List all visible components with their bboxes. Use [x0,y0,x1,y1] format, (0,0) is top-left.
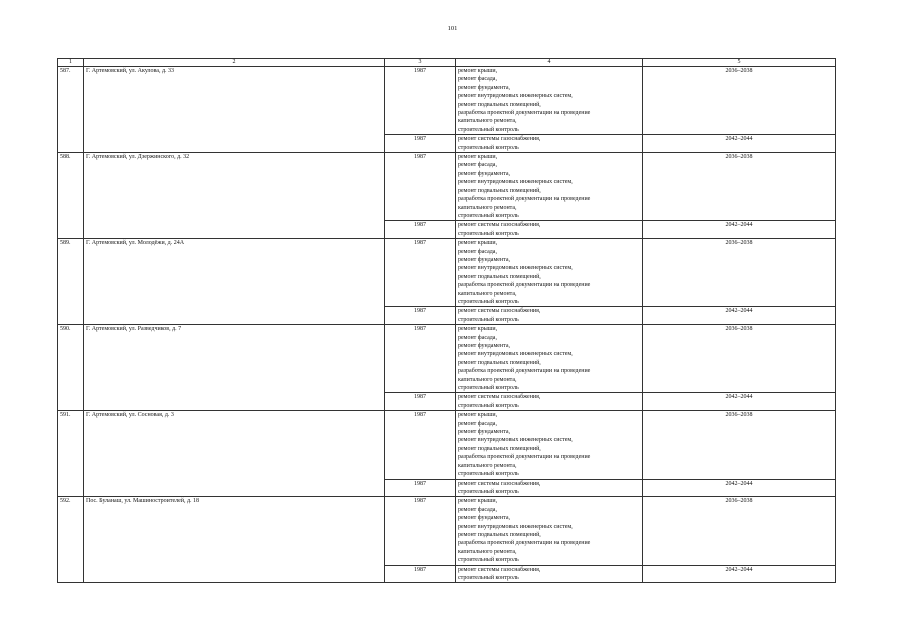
work-item: ремонт фундамента, [458,429,510,436]
work-item: ремонт подвальных помещений, [458,101,541,108]
work-item: строительный контроль [458,574,519,581]
work-item: строительный контроль [458,316,519,323]
work-list [456,325,643,393]
entry-address: Г. Артемовский, ул. Сосновая, д. 3 [84,411,385,497]
build-year: 1987 [385,411,456,479]
work-item: ремонт подвальных помещений, [458,531,541,538]
work-item: ремонт внутридомовых инженерных систем, [458,351,573,358]
work-item: разработка проектной документации на проведение [458,368,591,375]
work-item: разработка проектной документации на проведение [458,540,591,547]
work-list [456,67,643,135]
work-item: ремонт системы газоснабжения, [458,308,541,315]
work-item: капитального ремонта, [458,290,517,297]
table-body [58,67,836,583]
build-year: 1987 [385,135,456,153]
work-item: строительный контроль [458,471,519,478]
column-header-1: 1 [58,59,84,67]
table-row [58,239,836,307]
work-list [456,479,643,497]
work-item: ремонт внутридомовых инженерных систем, [458,93,573,100]
repair-period: 2036–2038 [643,239,836,307]
work-item: разработка проектной документации на проведение [458,282,591,289]
work-item: ремонт фундамента, [458,170,510,177]
work-item: ремонт внутридомовых инженерных систем, [458,523,573,530]
work-item: ремонт внутридомовых инженерных систем, [458,437,573,444]
work-item: ремонт фасада, [458,334,497,341]
work-item: капитального ремонта, [458,376,517,383]
build-year: 1987 [385,497,456,565]
build-year: 1987 [385,239,456,307]
work-item: ремонт фасада, [458,162,497,169]
entry-address: Г. Артемовский, ул. Разведчиков, д. 7 [84,325,385,411]
work-item: капитального ремонта, [458,462,517,469]
repair-period: 2036–2038 [643,411,836,479]
work-list [456,153,643,221]
column-header-3: 3 [385,59,456,67]
table-row [58,325,836,393]
work-item: капитального ремонта, [458,118,517,125]
work-item: ремонт подвальных помещений, [458,359,541,366]
work-item: разработка проектной документации на проведение [458,196,591,203]
work-item: ремонт системы газоснабжения, [458,566,541,573]
work-list [456,393,643,411]
work-item: ремонт системы газоснабжения, [458,394,541,401]
table-row [58,497,836,565]
repair-period: 2042–2044 [643,393,836,411]
work-item: разработка проектной документации на проведение [458,110,591,117]
build-year: 1987 [385,67,456,135]
entry-address: Пос. Буланаш, ул. Машиностроителей, д. 18 [84,497,385,583]
work-item: ремонт крыши, [458,154,498,161]
work-item: ремонт крыши, [458,412,498,419]
work-item: строительный контроль [458,144,519,151]
column-header-2: 2 [84,59,385,67]
work-item: строительный контроль [458,488,519,495]
work-item: строительный контроль [458,385,519,392]
repair-period: 2036–2038 [643,67,836,135]
work-item: ремонт подвальных помещений, [458,273,541,280]
work-list [456,411,643,479]
work-item: ремонт системы газоснабжения, [458,480,541,487]
work-item: строительный контроль [458,402,519,409]
table-row [58,67,836,135]
table-row [58,411,836,479]
entry-number: 591. [58,411,84,497]
repair-period: 2036–2038 [643,153,836,221]
work-item: ремонт внутридомовых инженерных систем, [458,265,573,272]
work-list [456,307,643,325]
work-list [456,565,643,583]
work-item: ремонт крыши, [458,68,498,74]
repair-period: 2036–2038 [643,325,836,393]
work-item: строительный контроль [458,230,519,237]
work-item: ремонт фундамента, [458,256,510,263]
entry-address: Г. Артемовский, ул. Дзержинского, д. 32 [84,153,385,239]
table-row [58,153,836,221]
entry-number: 590. [58,325,84,411]
work-item: ремонт крыши, [458,326,498,333]
work-item: строительный контроль [458,298,519,305]
work-list [456,497,643,565]
work-item: ремонт фасада, [458,420,497,427]
work-item: ремонт фасада, [458,76,497,83]
entry-number: 589. [58,239,84,325]
entry-address: Г. Артемовский, ул. Молодёжи, д. 24А [84,239,385,325]
work-item: капитального ремонта, [458,548,517,555]
build-year: 1987 [385,479,456,497]
build-year: 1987 [385,153,456,221]
entry-number: 592. [58,497,84,583]
column-header-4: 4 [456,59,643,67]
work-item: ремонт внутридомовых инженерных систем, [458,179,573,186]
work-item: строительный контроль [458,126,519,133]
work-item: разработка проектной документации на проведение [458,454,591,461]
work-item: ремонт системы газоснабжения, [458,136,541,143]
repair-period: 2042–2044 [643,307,836,325]
column-number-row [58,59,836,67]
work-item: строительный контроль [458,212,519,219]
entry-number: 588. [58,153,84,239]
work-item: ремонт системы газоснабжения, [458,222,541,229]
work-item: ремонт подвальных помещений, [458,187,541,194]
work-item: ремонт подвальных помещений, [458,445,541,452]
build-year: 1987 [385,221,456,239]
work-item: ремонт фундамента, [458,343,510,349]
repair-period: 2036–2038 [643,497,836,565]
column-header-5: 5 [643,59,836,67]
build-year: 1987 [385,325,456,393]
work-item: ремонт фасада, [458,506,497,513]
repair-period: 2042–2044 [643,221,836,239]
build-year: 1987 [385,393,456,411]
build-year: 1987 [385,565,456,583]
work-list [456,135,643,153]
repair-schedule-table [57,58,836,583]
work-item: строительный контроль [458,557,519,564]
entry-number: 587. [58,67,84,153]
entry-address: Г. Артемовский, ул. Акулова, д. 33 [84,67,385,153]
repair-period: 2042–2044 [643,479,836,497]
work-item: капитального ремонта, [458,204,517,211]
work-item: ремонт фундамента, [458,515,510,522]
repair-period: 2042–2044 [643,135,836,153]
work-list [456,239,643,307]
page-number: 101 [447,25,458,32]
work-item: ремонт фундамента, [458,84,510,91]
build-year: 1987 [385,307,456,325]
repair-period: 2042–2044 [643,565,836,583]
work-list [456,221,643,239]
work-item: ремонт крыши, [458,498,498,505]
work-item: ремонт крыши, [458,240,498,247]
work-item: ремонт фасада, [458,248,497,255]
